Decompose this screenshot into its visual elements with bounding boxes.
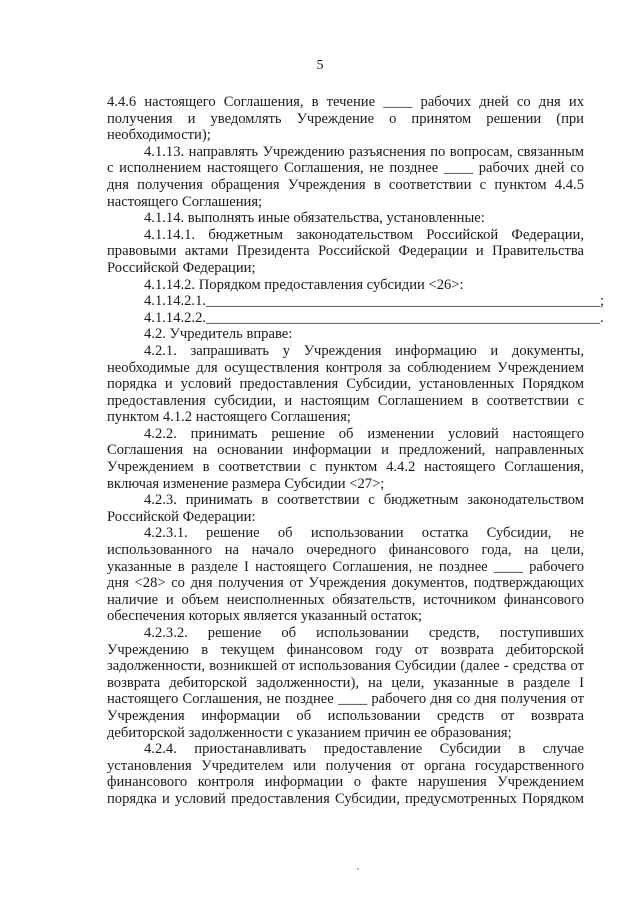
paragraph-4-1-13: 4.1.13. направлять Учреждению разъяснения по вопросам, связанным с исполнением настоящего Соглашения, не позднее ____ рабочих дней со дня получения обращения Учреждения в соответствии с пунктом 4.4.5 настоящего Соглашения; bbox=[107, 143, 584, 210]
paragraph-4-2: 4.2. Учредитель вправе: bbox=[144, 326, 293, 343]
page-number: 5 bbox=[316, 58, 324, 73]
paragraph-4-2-4: 4.2.4. приостанавливать предоставление Субсидии в случае установления Учредителем или получения от органа государственного финансового контроля информации о факте нарушения Учреждением порядка и условий предоставления Субсидии, предусмотренных Порядком bbox=[107, 741, 584, 807]
paragraph-4-2-2: 4.2.2. принимать решение об изменении условий настоящего Соглашения на основании информации и предложений, направленных Учреждением в соответствии с пунктом 4.4.2 настоящего Соглашения, включая изменение размера Субсидии <27>; bbox=[107, 425, 584, 492]
paragraph-4-1-14: 4.1.14. выполнять иные обязательства, установленные: bbox=[144, 210, 485, 227]
scan-speck bbox=[357, 868, 359, 870]
paragraph-4-2-3-1: 4.2.3.1. решение об использовании остатка Субсидии, не использованного на начало очередного финансового года, на цели, указанные в разделе I настоящего Соглашения, не позднее ____ рабочего дня <28> со дня получения от Учреждения документов, подтверждающих наличие и объем неисполненных обязательств, источником финансового обеспечения которых является указанный остаток; bbox=[107, 525, 584, 625]
paragraph-4-2-3-2: 4.2.3.2. решение об использовании средств, поступивших Учреждению в текущем финансовом году от возврата дебиторской задолженности, возникшей от использования Субсидии (далее - средства от возврата дебиторской задолженности), на цели, указанные в разделе I настоящего Соглашения, не позднее ____ рабочего дня со дня получения от Учреждения информации об использовании средств от возврата дебиторской задолженности с указанием причин ее образования; bbox=[107, 625, 584, 741]
paragraph-4-1-14-1: 4.1.14.1. бюджетным законодательством Российской Федерации, правовыми актами Президента Российской Федерации и Правительства Российской Федерации; bbox=[107, 226, 584, 276]
paragraph-4-4-6-continuation: 4.4.6 настоящего Соглашения, в течение ____ рабочих дней со дня их получения и уведомлять Учреждение о принятом решении (при необходимости); bbox=[107, 94, 584, 144]
paragraph-4-1-14-2-1: 4.1.14.2.1.______________________________________________________; bbox=[144, 293, 605, 310]
paragraph-4-2-1: 4.2.1. запрашивать у Учреждения информацию и документы, необходимые для осуществления контроля за соблюдением Учреждением порядка и условий предоставления Субсидии, установленных Порядком предоставления субсидии, и настоящим Соглашением в соответствии с пунктом 4.1.2 настоящего Соглашения; bbox=[107, 342, 584, 426]
paragraph-4-1-14-2-2: 4.1.14.2.2.______________________________________________________. bbox=[144, 309, 604, 326]
document-body bbox=[107, 94, 605, 808]
paragraph-4-2-3: 4.2.3. принимать в соответствии с бюджетным законодательством Российской Федерации: bbox=[107, 492, 584, 525]
paragraph-4-1-14-2: 4.1.14.2. Порядком предоставления субсидии <26>: bbox=[144, 276, 464, 293]
